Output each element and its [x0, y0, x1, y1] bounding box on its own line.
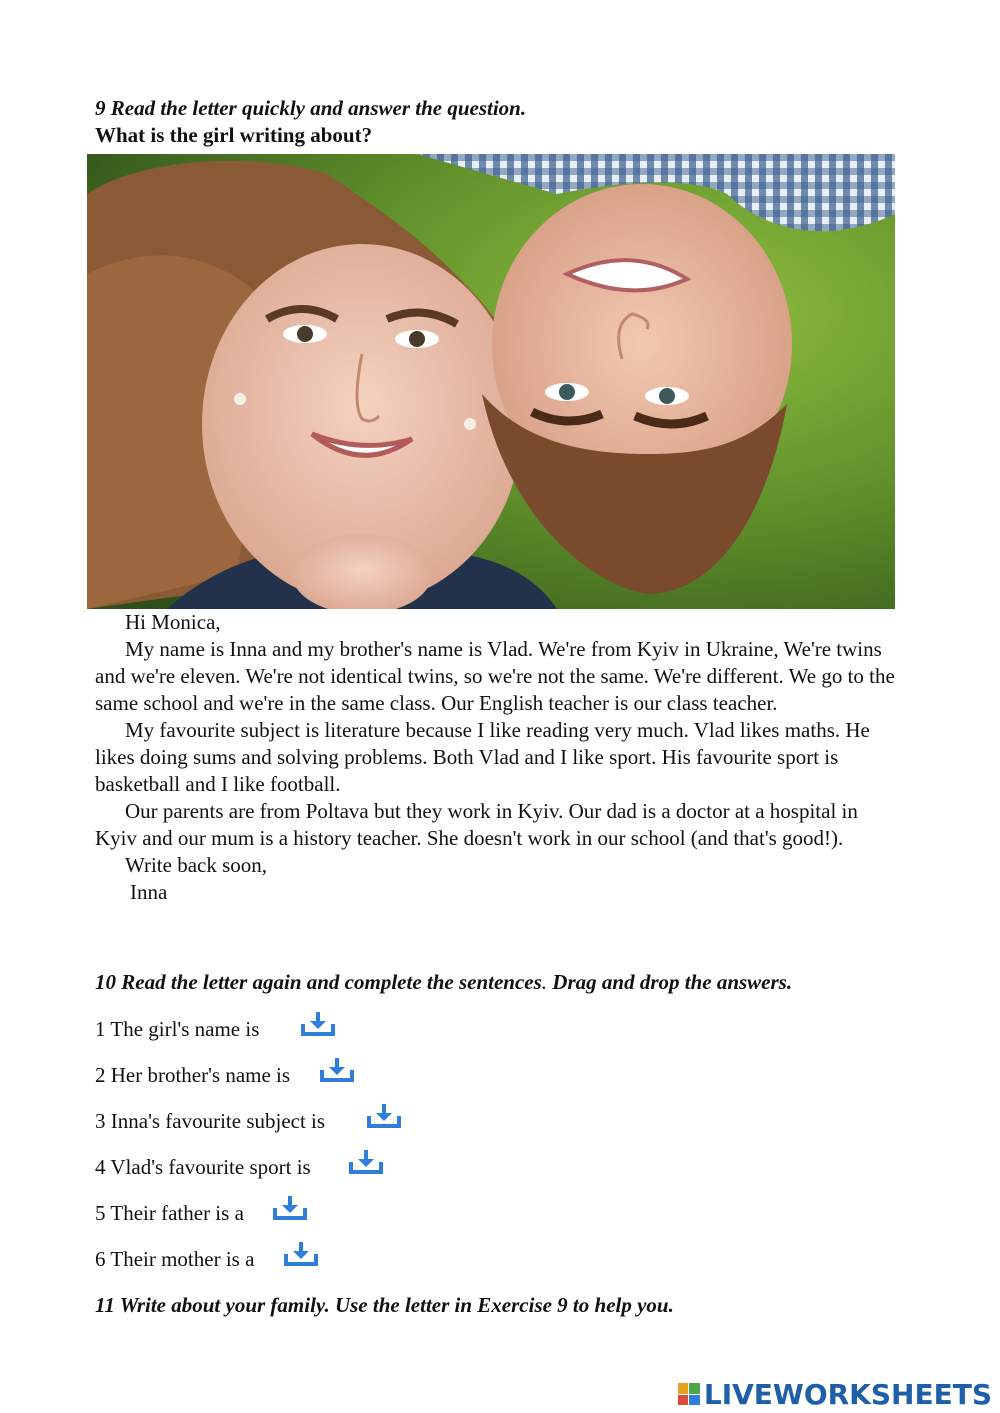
sentence-4: 4 Vlad's favourite sport is — [95, 1155, 311, 1179]
drop-zone-2[interactable] — [318, 1056, 356, 1084]
sentence-1: 1 The girl's name is — [95, 1017, 260, 1041]
exercise-10-title-part: Drag and drop the answers. — [547, 970, 793, 994]
download-tray-icon — [271, 1194, 309, 1222]
sentence-2: 2 Her brother's name is — [95, 1063, 291, 1087]
liveworksheets-logo-icon — [678, 1383, 700, 1405]
letter-signature: Inna — [130, 880, 168, 904]
drop-zone-5[interactable] — [271, 1194, 309, 1222]
twins-photo — [87, 154, 895, 609]
download-tray-icon — [318, 1056, 356, 1084]
letter-paragraph: My favourite subject is literature because I like reading very much. Vlad likes maths. He likes doing sums and solving problems. Both Vlad and I like sport. His favourite sport is basketball and I like football. — [95, 718, 870, 796]
exercise-10-title — [95, 970, 915, 995]
sentence-5: 5 Their father is a — [95, 1201, 244, 1225]
letter-closing: Write back soon, — [125, 853, 268, 877]
drop-zone-4[interactable] — [347, 1148, 385, 1176]
exercise-10-title-part: 10 Read the letter again and complete the sentences — [95, 970, 542, 994]
exercise-10-title-sep: . — [541, 970, 548, 994]
exercise-11-title: 11 Write about your family. Use the letter in Exercise 9 to help you. — [95, 1293, 674, 1317]
sentence-6: 6 Their mother is a — [95, 1247, 255, 1271]
letter-paragraph: My name is Inna and my brother's name is Vlad. We're from Kyiv in Ukraine, We're twins and we're eleven. We're not identical twins, so we're not the same. We're different. We go to the same school and we're in the same class. Our English teacher is our class teacher. — [95, 637, 895, 715]
letter-paragraph: Our parents are from Poltava but they work in Kyiv. Our dad is a doctor at a hospital in Kyiv and our mum is a history teacher. She doesn't work in our school (and that's good!). — [95, 799, 858, 850]
exercise-9-question: What is the girl writing about? — [95, 123, 373, 147]
download-tray-icon — [365, 1102, 403, 1130]
exercise-9-title: 9 Read the letter quickly and answer the question. — [95, 96, 527, 120]
letter — [95, 609, 895, 906]
drop-zone-3[interactable] — [365, 1102, 403, 1130]
sentence-3: 3 Inna's favourite subject is — [95, 1109, 326, 1133]
download-tray-icon — [347, 1148, 385, 1176]
drop-zone-6[interactable] — [282, 1240, 320, 1268]
letter-greeting: Hi Monica, — [125, 610, 221, 634]
download-tray-icon — [299, 1010, 337, 1038]
download-tray-icon — [282, 1240, 320, 1268]
liveworksheets-logo — [678, 1378, 992, 1410]
brand-name: LIVEWORKSHEETS — [703, 1377, 992, 1411]
drop-zone-1[interactable] — [299, 1010, 337, 1038]
